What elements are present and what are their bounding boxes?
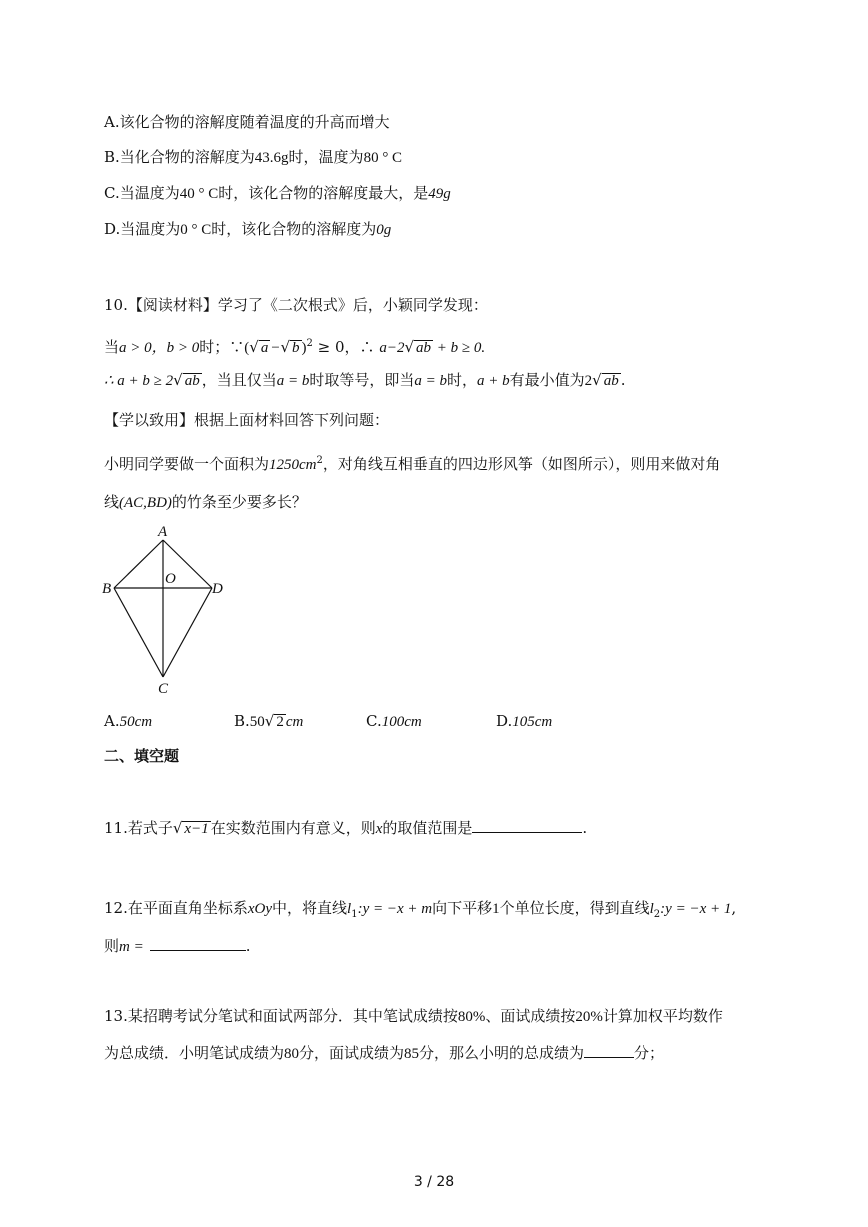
math: 43.6g bbox=[254, 150, 289, 166]
label-d: D bbox=[212, 581, 223, 597]
text: , bbox=[731, 899, 737, 917]
q10-apply bbox=[104, 410, 389, 430]
math: b bbox=[292, 340, 300, 356]
math: :y = −x + 1 bbox=[660, 901, 732, 917]
q9-option-b bbox=[104, 147, 402, 168]
math: cm bbox=[285, 714, 304, 730]
text: 有最小值为 bbox=[509, 371, 585, 389]
text: 当 bbox=[104, 338, 120, 356]
text: ，对角线互相垂直的四边形风筝（如图所示），则用来做对角 bbox=[322, 455, 721, 473]
text: 分； bbox=[634, 1044, 665, 1062]
math: 2 bbox=[306, 338, 313, 349]
q10-line2: 当a > 0，b > 0时；∵(√ a −√ b )$^2$ ≥ 0，∴ a−2√ ab + b ≥ 0. bbox=[104, 338, 486, 356]
q12-line1 bbox=[104, 898, 736, 925]
page-number: 3 / 28 bbox=[413, 1174, 455, 1190]
math: :y = −x + m bbox=[357, 901, 433, 917]
text: 【学以致用】根据上面材料回答下列问题： bbox=[104, 411, 390, 429]
answer-blank[interactable] bbox=[472, 818, 582, 833]
text: 小明同学要做一个面积为 bbox=[104, 455, 270, 473]
text: 时， bbox=[447, 371, 478, 389]
q10-line3: ∴ a + b ≥ 2√ ab ，当且仅当a = b时取等号，即当a = b时，a + b有最小值为2√ ab . bbox=[104, 371, 626, 389]
label-o: O bbox=[165, 571, 176, 587]
text: 时，该化合物的溶解度为 bbox=[211, 220, 377, 238]
text: 时；∵ bbox=[199, 338, 245, 356]
math: 1 bbox=[351, 909, 358, 920]
q10-option-c bbox=[366, 711, 422, 732]
math: − bbox=[270, 340, 281, 356]
q9-option-a bbox=[104, 112, 390, 132]
text: D. bbox=[496, 712, 513, 730]
math: 2 bbox=[584, 373, 593, 389]
math: m = bbox=[119, 939, 144, 955]
text: ，当且仅当 bbox=[201, 371, 277, 389]
math: + b ≥ 0. bbox=[433, 340, 486, 356]
math: b > 0 bbox=[166, 340, 200, 356]
text: 13.某招聘考试分笔试和面试两部分．其中笔试成绩按 bbox=[104, 1007, 458, 1025]
text: 时，该化合物的溶解度最大，是 bbox=[218, 184, 429, 202]
math: a = b bbox=[414, 373, 447, 389]
math: 80 ° C bbox=[363, 150, 403, 166]
label-c: C bbox=[158, 681, 169, 697]
text: . bbox=[620, 371, 626, 389]
label-a: A bbox=[158, 524, 168, 540]
q11: 11.若式子√ x−1 在实数范围内有意义，则x的取值范围是 . bbox=[104, 819, 588, 837]
q12-line2 bbox=[104, 936, 251, 957]
math: 50 bbox=[249, 714, 265, 730]
text: ≥ 0，∴ bbox=[312, 338, 380, 356]
edge-dc bbox=[163, 588, 212, 677]
math: ab bbox=[603, 373, 619, 389]
text: 则 bbox=[104, 937, 120, 955]
text: C.当温度为 bbox=[104, 184, 180, 202]
q10-option-b: B.50√ 2 cm bbox=[234, 712, 304, 730]
text: 线 bbox=[104, 493, 120, 511]
q10-options bbox=[104, 711, 804, 731]
edge-bc bbox=[114, 588, 163, 677]
math: 1250cm bbox=[269, 457, 317, 473]
math: ab bbox=[184, 373, 200, 389]
math: 80 bbox=[284, 1046, 300, 1062]
edge-ab bbox=[114, 540, 163, 588]
math: (AC,BD) bbox=[119, 495, 172, 511]
math: a bbox=[260, 340, 269, 356]
math: 20% bbox=[575, 1009, 603, 1025]
math: 2 bbox=[653, 909, 661, 920]
math: 49g bbox=[428, 186, 451, 202]
text: 12.在平面直角坐标系 bbox=[104, 899, 248, 917]
text: . bbox=[582, 819, 588, 837]
text: 10.【阅读材料】学习了《二次根式》后，小颖同学发现： bbox=[104, 296, 488, 314]
text: 计算加权平均数作 bbox=[602, 1007, 723, 1025]
q9-option-c bbox=[104, 183, 451, 204]
text: 11.若式子 bbox=[104, 819, 173, 837]
q10-option-d bbox=[496, 711, 552, 732]
q13-line1 bbox=[104, 1006, 723, 1027]
text: 中，将直线 bbox=[272, 899, 348, 917]
math: a = b bbox=[276, 373, 310, 389]
text: 为总成绩．小明笔试成绩为 bbox=[104, 1044, 285, 1062]
math: 100cm bbox=[381, 714, 422, 730]
answer-blank[interactable] bbox=[150, 936, 246, 951]
q9-option-a-text: A.该化合物的溶解度随着温度的升高而增大 bbox=[104, 113, 390, 131]
q13-line2 bbox=[104, 1043, 664, 1064]
text: C. bbox=[366, 712, 382, 730]
math: 50cm bbox=[119, 714, 153, 730]
math: x bbox=[375, 821, 383, 837]
text: 在实数范围内有意义，则 bbox=[210, 819, 376, 837]
q10-option-a bbox=[104, 711, 152, 732]
text: . bbox=[245, 937, 251, 955]
q9-option-d bbox=[104, 219, 391, 240]
text: 分，那么小明的总成绩为 bbox=[419, 1044, 585, 1062]
math: 105cm bbox=[512, 714, 553, 730]
math: 2 bbox=[316, 455, 323, 466]
text: 时取等号，即当 bbox=[309, 371, 415, 389]
math: 40 ° C bbox=[179, 186, 219, 202]
math: a−2 bbox=[379, 340, 405, 356]
math: 85 bbox=[404, 1046, 420, 1062]
kite-figure bbox=[98, 522, 234, 698]
math: ( bbox=[244, 340, 250, 356]
text: 、面试成绩按 bbox=[485, 1007, 576, 1025]
label-b: B bbox=[102, 581, 112, 597]
math: l bbox=[347, 901, 352, 917]
math: a + b bbox=[477, 373, 510, 389]
math: xOy bbox=[247, 901, 273, 917]
math: ∴ a + b ≥ 2 bbox=[104, 373, 174, 389]
q10-title bbox=[104, 295, 488, 315]
math: ) bbox=[301, 340, 307, 356]
text: 个单位长度，得到直线 bbox=[499, 899, 650, 917]
math: 0 ° C bbox=[180, 222, 212, 238]
text: 向下平移 bbox=[432, 899, 493, 917]
text: D.当温度为 bbox=[104, 220, 181, 238]
math: ab bbox=[416, 340, 432, 356]
text: 的竹条至少要多长？ bbox=[171, 493, 307, 511]
answer-blank[interactable] bbox=[584, 1043, 634, 1058]
text: 的取值范围是 bbox=[382, 819, 473, 837]
math: l bbox=[649, 901, 654, 917]
math: 1 bbox=[492, 901, 500, 917]
text: B. bbox=[234, 712, 250, 730]
text: A. bbox=[104, 712, 120, 730]
math: a > 0， bbox=[119, 340, 167, 356]
math: x−1 bbox=[184, 821, 209, 837]
math: 80% bbox=[457, 1009, 486, 1025]
text: 分，面试成绩为 bbox=[299, 1044, 405, 1062]
math: 0g bbox=[376, 222, 392, 238]
text: B.当化合物的溶解度为 bbox=[104, 148, 255, 166]
q10-question-line2 bbox=[104, 492, 307, 513]
section-heading: 二、填空题 bbox=[104, 747, 180, 765]
math: 2 bbox=[276, 714, 284, 730]
text: 时，温度为 bbox=[288, 148, 364, 166]
q10-question-line1 bbox=[104, 451, 720, 475]
